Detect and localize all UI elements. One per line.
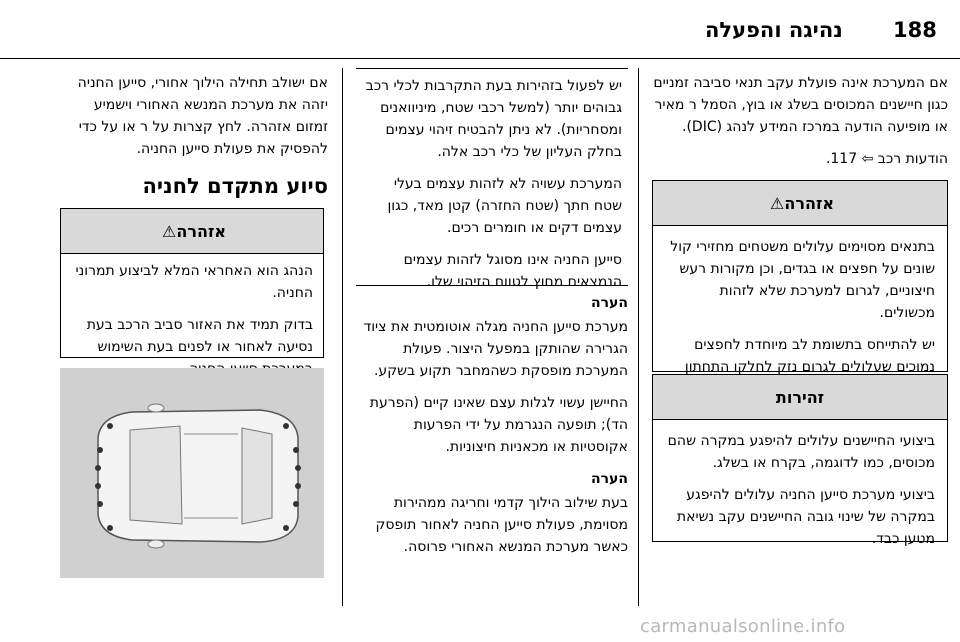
middle-box-p2: המערכת עשויה לא לזהות עצמים בעלי שטח חתך (שטח החזרה) קטן מאד, כגון עצמים דקים או חומרים רכים. [387,176,622,236]
right-column [652,72,948,180]
right-warning-p1: בתנאים מסוימים עלולים משטחים מחזירי קול שונים על חפצים או בגדים, וכן מקורות רעש חיצוניים, לגרום למערכת שלא לזהות מכשולים. [670,239,935,321]
column-divider-left [342,68,343,606]
warning-triangle-icon: ⚠ [162,221,177,241]
parking-sensor-figure [60,368,324,578]
sensor-dot [107,423,113,429]
right-caution-box [652,374,948,547]
left-intro-paragraph: אם ישולב תחילה הילוך אחורי, סייען החניה יזהה את מערכת המנשא האחורי וישמיע זמזום אזהרה. לחץ קצרות על ר או על כדי להפסיק את פעולת סייען החניה. [77,75,328,157]
column-divider-right [638,68,639,606]
sensor-dot [283,525,289,531]
header-rule [0,58,960,59]
right-caution-p1: ביצועי החיישנים עלולים להיפגע במקרה שהם מכוסים, כמו לדוגמה, בקרח או בשלג. [667,433,935,471]
right-caution-body [653,420,947,570]
left-intro [60,72,328,170]
sensor-dot [293,447,299,453]
page-number: 188 [893,18,937,42]
middle-box-body [356,69,628,293]
right-warning-box [652,180,948,375]
front-window-shape [130,426,182,524]
sensor-dot [295,465,301,471]
side-mirror-shape [148,404,164,412]
right-caution-header: זהירות [653,375,947,420]
left-warning-header [61,209,323,254]
rear-window-shape [242,428,272,524]
warning-triangle-icon: ⚠ [770,193,785,213]
note2-p1: בעת שילוב הילוך קדמי וחריגה ממהירות מסוימת, פעולת סייען החניה לאחור תופסק כאשר מערכת המנשא האחורי פרוסה. [375,495,628,555]
sensor-dot [295,483,301,489]
sensor-dot [97,447,103,453]
note1-title: הערה [591,295,628,311]
middle-warning-continuation [356,68,628,290]
right-intro-paragraph: אם המערכת אינה פועלת עקב תנאי סביבה זמניים כגון חיישנים המכוסים בשלג או בוץ, הסמל ר מאיר או מופיעה הודעה במרכז המידע לנהג (DIC). [653,75,948,135]
sensor-dot [97,501,103,507]
right-caution-p2: ביצועי מערכת סייען החניה עלולים להיפגע במקרה של שינוי גובה החיישנים עקב נשיאת מטען כבד. [676,487,935,547]
chapter-title: נהיגה והפעלה [705,18,843,42]
left-warning-box [60,208,324,358]
note2-title: הערה [591,471,628,487]
sensor-dot [293,501,299,507]
middle-notes [356,292,628,568]
watermark-text: carmanualsonline.info [640,616,846,637]
right-reference-paragraph: הודעות רכב ⇦ 117. [825,151,948,167]
sensor-dot [107,525,113,531]
right-warning-p2: יש להתייחס בתשומת לב מיוחדת לחפצים נמוכים שעלולים לגרום נזק לחלקו התחתון [684,337,935,375]
section-heading: סיוע מתקדם לחניה [142,174,328,198]
middle-box-p3: סייען החניה אינו מסוגל לזהות עצמים הנמצאים מחוץ לטווח הזיהוי שלו. [403,252,622,290]
sensor-dot [283,423,289,429]
warning-title: אזהרה [784,193,835,213]
car-top-view-illustration [60,368,324,578]
left-warning-p1: הנהג הוא האחראי המלא לביצוע תמרוני החניה. [75,263,313,301]
right-warning-header [653,181,947,226]
sensor-dot [95,465,101,471]
middle-box-p1: יש לפעול בזהירות בעת התקרבות לכלי רכב גבוהים יותר (למשל רכבי שטח, מיניוואנים ומסחריות). לא ניתן להבטיח זיהוי עצמים בחלק העליון של כלי רכב אלה. [365,78,622,160]
sensor-dot [95,483,101,489]
left-warning-p2: בדוק תמיד את האזור סביב הרכב בעת נסיעה לאחור או לפנים בעת השימוש [86,317,313,355]
note1-p1: מערכת סייען החניה מגלה אוטומטית את ציוד הגרירה שהותקן במפעל היצור. פעולת המערכת מופסקת כשהמחבר תקוע בשקע. [363,319,628,379]
side-mirror-shape [148,540,164,548]
note1-p2: החיישן עשוי לגלות עצם שאינו קיים (הפרעת הד); תופעה הנגרמת על ידי הפרעות אקוסטיות או מכאניות חיצוניות. [369,395,628,455]
warning-title: אזהרה [176,221,227,241]
